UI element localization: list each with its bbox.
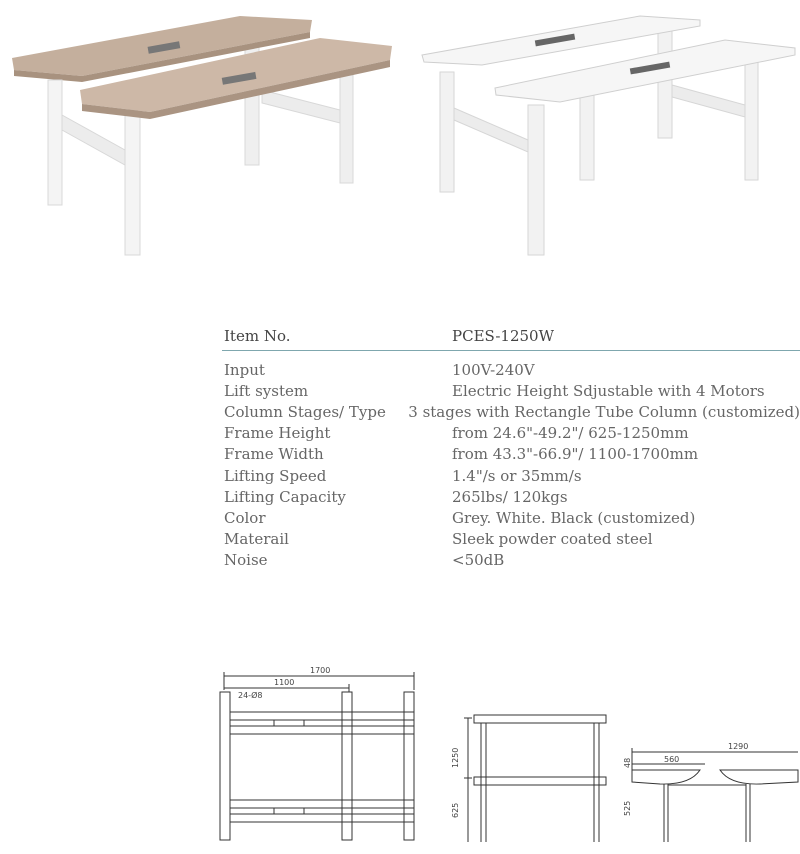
item-no-value: PCES-1250W [452,327,555,345]
spec-label: Frame Height [224,424,331,443]
spec-row [224,401,800,422]
spec-row [224,423,800,444]
spec-label: Noise [224,551,268,570]
spec-label: Frame Width [224,445,324,464]
spec-row [224,444,800,465]
side-view-drawing [620,660,800,850]
header-divider [222,350,800,351]
spec-value: Electric Height Sdjustable with 4 Motors [452,381,765,400]
desk-frames-photo [410,0,800,270]
spec-value: Grey. White. Black (customized) [452,508,696,527]
spec-value: from 24.6"-49.2"/ 625-1250mm [452,424,689,443]
spec-label: Lifting Capacity [224,487,346,506]
spec-value: <50dB [452,551,505,570]
dim-height-max: 1250 [451,747,460,768]
dim-width-max: 1700 [310,666,331,675]
dim-half-depth: 560 [664,755,680,764]
spec-row [224,465,800,486]
spec-row [224,486,800,507]
spec-value: 3 stages with Rectangle Tube Column (customized) [408,402,800,421]
spec-label: Column Stages/ Type [224,402,386,421]
spec-table [224,324,800,571]
spec-value: from 43.3"-66.9"/ 1100-1700mm [452,445,699,464]
item-no-label: Item No. [224,327,291,345]
spec-value: 265lbs/ 120kgs [452,487,568,506]
spec-row [224,529,800,550]
spec-row [224,507,800,528]
spec-label: Lift system [224,381,309,400]
dim-top-thickness: 48 [623,757,632,768]
spec-row [224,550,800,571]
dim-depth: 1290 [728,742,749,751]
top-view-drawing [214,660,424,850]
spec-value: Sleek powder coated steel [452,530,653,549]
dim-low-height: 525 [623,800,632,816]
spec-label: Color [224,508,266,527]
spec-row [224,359,800,380]
spec-label: Input [224,360,265,379]
spec-value: 1.4"/s or 35mm/s [452,466,582,485]
spec-header-row [224,324,800,348]
spec-label: Materail [224,530,289,549]
front-view-drawing [446,660,616,850]
dim-height-min: 625 [451,802,460,818]
spec-row [224,380,800,401]
spec-label: Lifting Speed [224,466,327,485]
dim-hole: 24-Ø8 [238,691,263,700]
dim-width-min: 1100 [274,678,295,687]
spec-value: 100V-240V [452,360,535,379]
desk-with-tops-photo [0,0,400,270]
